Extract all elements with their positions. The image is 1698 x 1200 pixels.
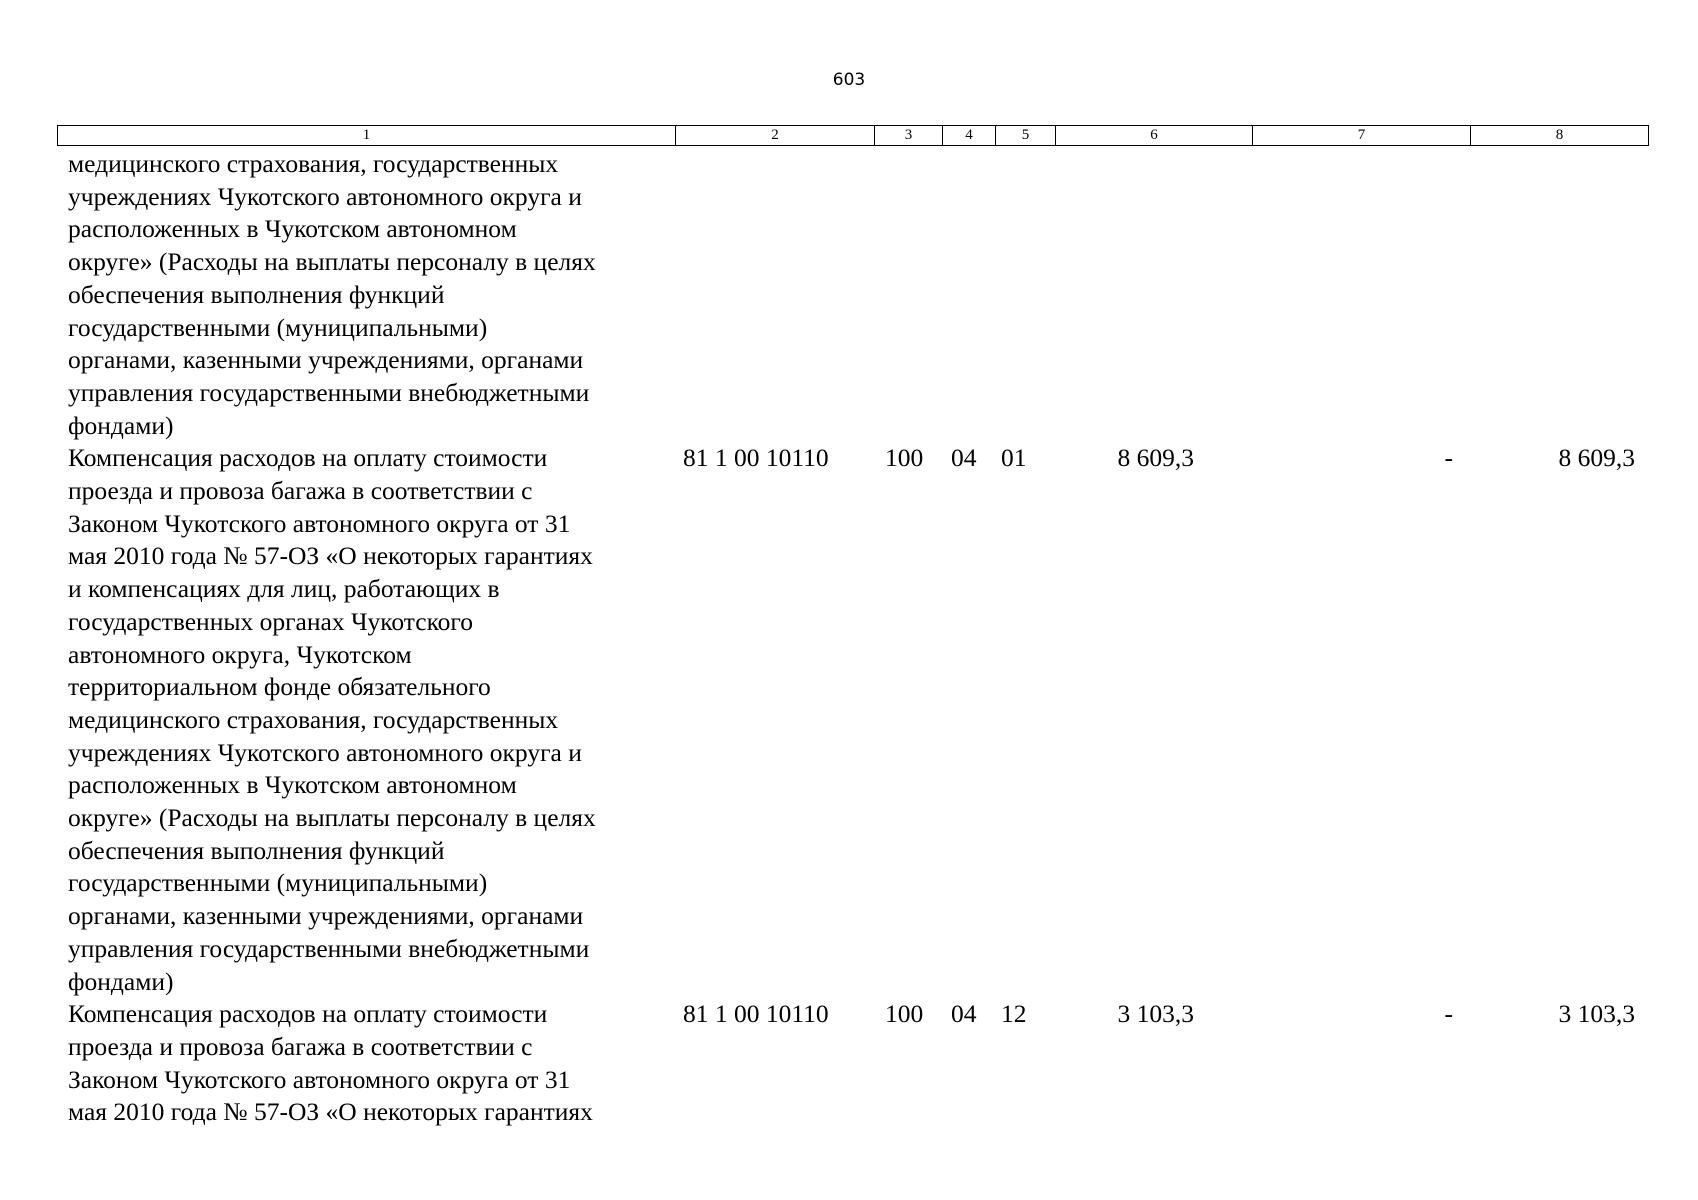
row-description: Компенсация расходов на оплату стоимости проезда и провоза багажа в соответствии с Законом Чукотского автономного округа от 31 мая 2010 года № 57-ОЗ «О некоторых гарантиях [68, 999, 593, 1127]
target-article-code: 81 1 00 10110 [683, 999, 829, 1029]
subsection-code: 01 [1001, 443, 1027, 473]
column-header-5: 5 [996, 126, 1056, 146]
table-body [57, 148, 1648, 1129]
section-code: 04 [951, 443, 977, 473]
amount-column-7: - [1444, 999, 1453, 1029]
row-description: медицинского страхования, государственных учреждениях Чукотского автономного округа и расположенных в Чукотском автономном округе» (Расходы на выплаты персоналу в целях обеспечения выполнения функций государственными (муниципальными) органами, казенными учреждениями, органами управления государственными внебюджетными фондами) [68, 149, 596, 440]
subsection-code: 12 [1001, 999, 1027, 1029]
table-row [57, 998, 1648, 1129]
amount-column-6: 3 103,3 [1117, 999, 1194, 1029]
column-header-8: 8 [1471, 126, 1649, 146]
target-article-code: 81 1 00 10110 [683, 443, 829, 473]
column-header-3: 3 [875, 126, 943, 146]
amount-column-8: 8 609,3 [1558, 443, 1635, 473]
expense-type-code: 100 [885, 999, 924, 1029]
column-header-2: 2 [676, 126, 875, 146]
table-row [57, 148, 1648, 442]
column-header-7: 7 [1253, 126, 1471, 146]
column-header-6: 6 [1056, 126, 1253, 146]
column-header-row [57, 125, 1649, 146]
table-row [57, 442, 1648, 998]
amount-column-7: - [1444, 443, 1453, 473]
column-header-4: 4 [943, 126, 996, 146]
amount-column-8: 3 103,3 [1558, 999, 1635, 1029]
column-header-1: 1 [58, 126, 676, 146]
row-description: Компенсация расходов на оплату стоимости проезда и провоза багажа в соответствии с Законом Чукотского автономного округа от 31 мая 2010 года № 57-ОЗ «О некоторых гарантиях и компенсациях для лиц, работающих в государственных органах Чукотского автономного округа, Чукотском территориальном фонде обязательного медицинского страхования, государственных учреждениях Чукотского автономного округа и расположенных в Чукотском автономном округе» (Расходы на выплаты персоналу в целях обеспечения выполнения функций государственными (муниципальными) органами, казенными учреждениями, органами управления государственными внебюджетными фондами) [68, 443, 596, 996]
page-number: 603 [832, 70, 866, 90]
amount-column-6: 8 609,3 [1117, 443, 1194, 473]
section-code: 04 [951, 999, 977, 1029]
expense-type-code: 100 [885, 443, 924, 473]
